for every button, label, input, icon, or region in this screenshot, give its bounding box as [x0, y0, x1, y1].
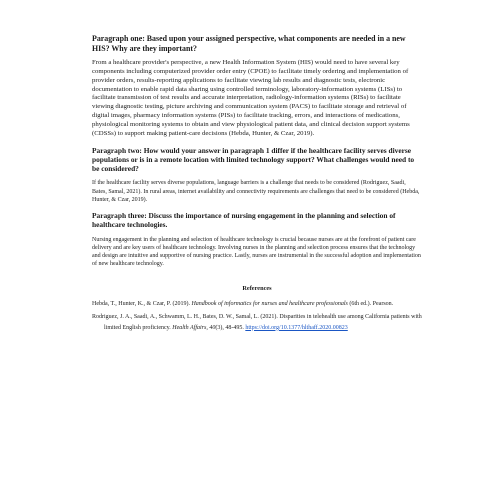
reference-hebda-authors: Hebda, T., Hunter, K., & Czar, P. (2019).	[92, 300, 192, 307]
references-heading: References	[242, 284, 272, 292]
reference-rodriguez-pages: (3), 48-495.	[215, 324, 246, 331]
reference-hebda	[92, 299, 422, 310]
reference-hebda-edition: (6th ed.). Pearson.	[347, 300, 394, 307]
document-page	[92, 34, 422, 336]
paragraph-two-answer: If the healthcare facility serves diverse populations, language barriers is a challenge that needs to be considered (Rodriguez, Saadi, Bates, Samal, 2021). In rural areas, internet availability and connectivity requirements are challenges that need to be considered (Hebda, Hunter, & Czar, 2019).	[92, 180, 420, 203]
reference-rodriguez	[92, 312, 422, 334]
reference-hebda-title: Handbook of informatics for nurses and healthcare professionals	[191, 300, 348, 307]
paragraph-one-question: Paragraph one: Based upon your assigned perspective, what components are needed in a new HIS? Why are they important?	[92, 34, 406, 53]
paragraph-one-answer: From a healthcare provider's perspective, a new Health Information System (HIS) would need to have several key components including computerized provider order entry (CPOE) to facilitate timely ordering and implementation of provider orders, results-reporting applications to facilitate viewing lab results and diagnostic tests, electronic documentation to enable rapid data sharing using controlled terminology, laboratory-information systems (LISs) to facilitate transmission of test results and accurate interpretation, radiology-information systems (RISs) to facilitate viewing diagnostic testing, picture archiving and communication system (PACS) to facilitate storage and retrieval of digital images, pharmacy information systems (PISs) to facilitate tracking, errors, and interactions of medications, physiological monitoring systems to obtain and view physiological patient data, and clinical decision support systems (CDSSs) to support making patient-care decisions (Hebda, Hunter, & Czar, 2019).	[92, 59, 410, 137]
reference-rodriguez-authors: Rodriguez, J. A., Saadi, A., Schwamm, L. H., Bates, D. W., Samal, L. (2021). Disparities in telehealth use among California patients with limited English proficiency.	[92, 313, 422, 331]
paragraph-two-question: Paragraph two: How would your answer in paragraph 1 differ if the healthcare facility serves diverse populations or is in a remote location with limited technology support? What challenges would need to be considered?	[92, 145, 415, 173]
paragraph-three-question: Paragraph three: Discuss the importance of nursing engagement in the planning and selection of healthcare technologies.	[92, 211, 396, 230]
reference-rodriguez-doi-link[interactable]: https://doi.org/10.1377/hlthaff.2020.00823	[245, 324, 348, 331]
paragraph-three-answer: Nursing engagement in the planning and selection of healthcare technology is crucial because nurses are at the forefront of patient care delivery and are key users of healthcare technology. Involving nurses in the planning and selection process ensures that the technology and design are intuitive and supportive of nursing practice. Lastly, nurses are instrumental in the successful adoption and implementation of new healthcare technology.	[92, 236, 421, 268]
reference-rodriguez-journal: Health Affairs, 40	[172, 324, 216, 331]
